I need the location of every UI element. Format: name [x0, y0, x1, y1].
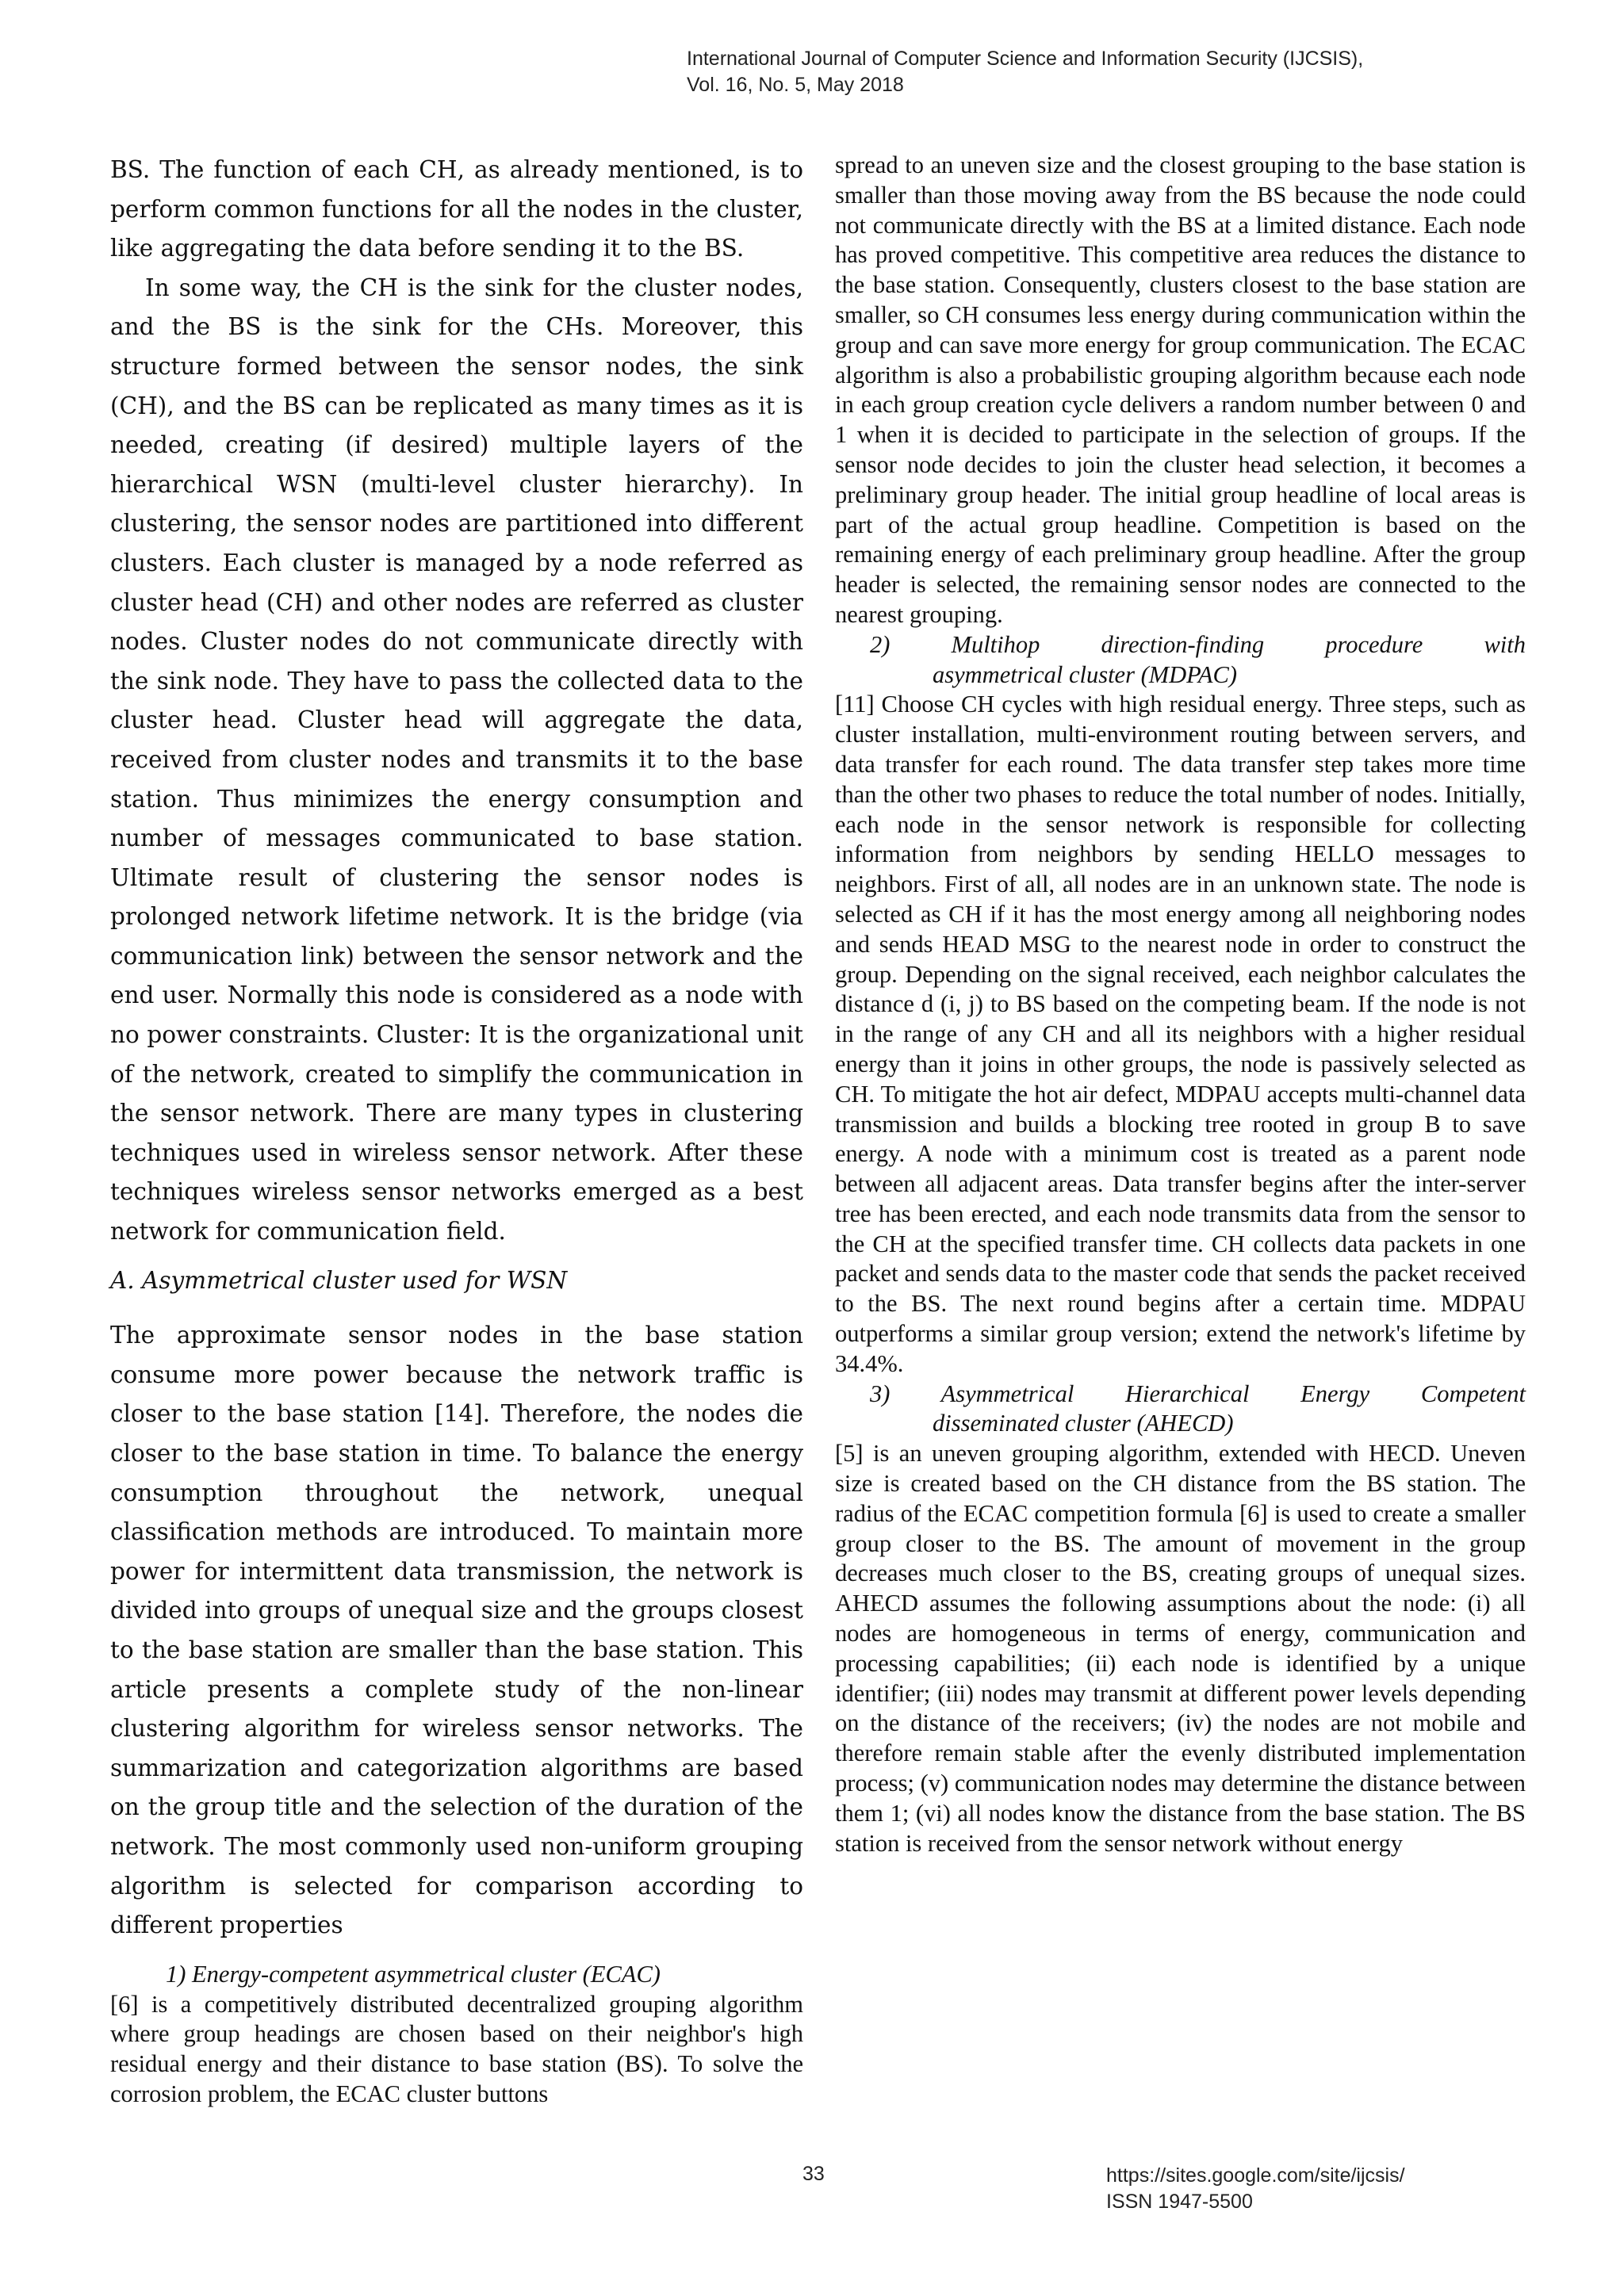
journal-header [687, 46, 1363, 98]
right-column [835, 151, 1526, 1858]
subsection-heading: 2) Multihop direction-finding procedure with [870, 630, 1526, 658]
footer-info [1106, 2163, 1405, 2215]
footer-url: https://sites.google.com/site/ijcsis/ [1106, 2164, 1405, 2187]
left-column [110, 151, 803, 2110]
paragraph: In some way, the CH is the sink for the cluster nodes, and the BS is the sink for the CHs. Moreover, this structure formed between the sensor nodes, the sink (CH), and the BS can be replicated as many times as it is needed, creating (if desired) multiple layers of the hierarchical WSN (multi-level cluster hierarchy). In clustering, the sensor nodes are partitioned into different clusters. Each cluster is managed by a node referred as cluster head (CH) and other nodes are referred as cluster nodes. Cluster nodes do not communicate directly with the sink node. They have to pass the collected data to the cluster head. Cluster head will aggregate the data, received from cluster nodes and transmits it to the base station. Thus minimizes the energy consumption and number of messages communicated to base station. Ultimate result of clustering the sensor nodes is prolonged network lifetime network. It is the bridge (via communication link) between the sensor network and the end user. Normally this node is considered as a node with no power constraints. Cluster: It is the organizational unit of the network, created to simplify the communication in the sensor network. There are many types in clustering techniques used in wireless sensor network. After these techniques wireless sensor networks emerged as a best network for communication field. [110, 274, 803, 1246]
paragraph: BS. The function of each CH, as already mentioned, is to perform common functions for all the nodes in the cluster, like aggregating the data before sending it to the BS. [110, 156, 803, 262]
paragraph: The approximate sensor nodes in the base station consume more power because the network traffic is closer to the base station [14]. Therefore, the nodes die closer to the base station in time. To balance the energy consumption throughout the network, unequal classification methods are introduced. To maintain more power for intermittent data transmission, the network is divided into groups of unequal size and the groups closest to the base station are smaller than the base station. This article presents a complete study of the non-linear clustering algorithm for wireless sensor networks. The summarization and categorization algorithms are based on the group title and the selection of the duration of the network. The most commonly used non-uniform grouping algorithm is selected for comparison according to different properties [110, 1322, 803, 1939]
subsection-heading-continued: disseminated cluster (AHECD) [933, 1410, 1234, 1437]
section-heading: A. Asymmetrical cluster used for WSN [110, 1266, 568, 1294]
subsection-heading: 1) Energy-competent asymmetrical cluster (ECAC) [166, 1960, 661, 1988]
paragraph: [11] Choose CH cycles with high residual energy. Three steps, such as cluster installation, multi-environment routing between servers, and data transfer for each round. The data transfer step takes more time than the other two phases to reduce the total number of nodes. Initially, each node in the sensor network is responsible for collecting information from neighbors by sending HELLO messages to neighbors. First of all, all nodes are in an unknown state. The node is selected as CH if it has the most energy among all neighboring nodes and sends HEAD MSG to the nearest node in order to construct the group. Depending on the signal received, each neighbor calculates the distance d (i, j) to BS based on the competing beam. If the node is not in the range of any CH and all its neighbors with a higher residual energy than it joins in other groups, the node is passively selected as CH. To mitigate the hot air defect, MDPAU accepts multi-channel data transmission and builds a blocking tree rooted in group B to save energy. A node with a minimum cost is treated as a parent node between all adjacent areas. Data transfer begins after the inter-server tree has been erected, and each node transmits data from the sensor to the CH at the specified transfer time. CH collects data packets in one packet and sends data to the master code that sends the packet received to the BS. The next round begins after a certain time. MDPAU outperforms a similar group version; extend the network's lifetime by 34.4%. [835, 691, 1526, 1377]
journal-volume: Vol. 16, No. 5, May 2018 [687, 74, 904, 96]
paragraph: [5] is an uneven grouping algorithm, extended with HECD. Uneven size is created based on the CH distance from the BS station. The radius of the ECAC competition formula [6] is used to create a smaller group closer to the BS. The amount of movement in the group decreases much closer to the BS, creating groups of unequal sizes. AHECD assumes the following assumptions about the node: (i) all nodes are homogeneous in terms of energy, communication and processing capabilities; (ii) each node is identified by a unique identifier; (iii) nodes may transmit at different power levels depending on the distance of the receivers; (iv) the nodes are not mobile and therefore remain stable after the evenly distributed implementation process; (v) communication nodes may determine the distance between them 1; (vi) all nodes know the distance from the base station. The BS station is received from the sensor network without energy [835, 1440, 1526, 1857]
paragraph: [6] is a competitively distributed decentralized grouping algorithm where group headings are chosen based on their neighbor's high residual energy and their distance to base station (BS). To solve the corrosion problem, the ECAC cluster buttons [110, 1990, 803, 2107]
page-number: 33 [802, 2163, 825, 2185]
journal-title: International Journal of Computer Science and Information Security (IJCSIS), [687, 48, 1364, 70]
footer-issn: ISSN 1947-5500 [1106, 2191, 1253, 2213]
paragraph: spread to an uneven size and the closest grouping to the base station is smaller than those moving away from the BS because the node could not communicate directly with the BS at a limited distance. Each node has proved competitive. This competitive area reduces the distance to the base station. Consequently, clusters closest to the base station are smaller, so CH consumes less energy during communication within the group and can save more energy for group communication. The ECAC algorithm is also a probabilistic grouping algorithm because each node in each group creation cycle delivers a random number between 0 and 1 when it is decided to participate in the selection of groups. If the sensor node decides to join the cluster head selection, it becomes a preliminary group header. The initial group headline of local areas is part of the actual group headline. Competition is based on the remaining energy of each preliminary group headline. After the group header is selected, the remaining sensor nodes are connected to the nearest grouping. [835, 151, 1526, 628]
subsection-heading: 3) Asymmetrical Hierarchical Energy Competent [870, 1380, 1526, 1407]
subsection-heading-continued: asymmetrical cluster (MDPAC) [933, 660, 1238, 688]
